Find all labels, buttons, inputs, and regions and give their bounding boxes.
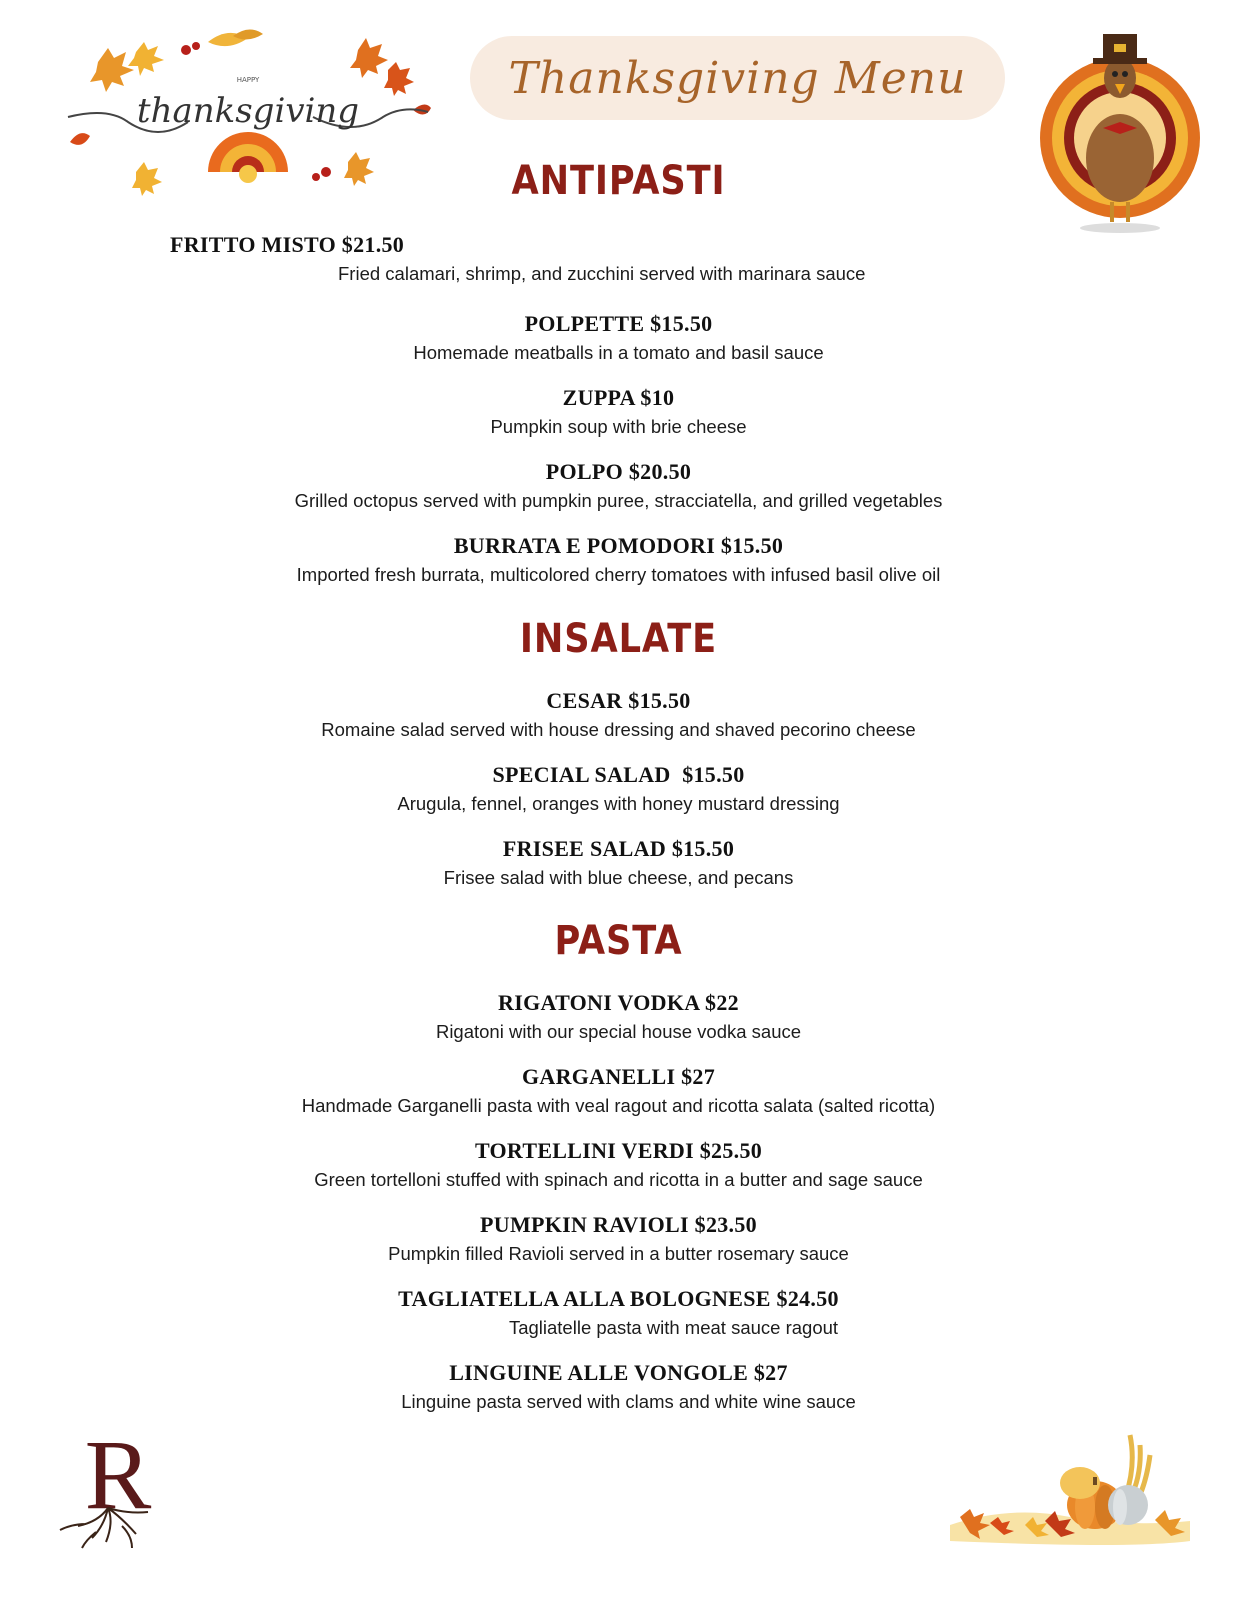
section-title-insalate: INSALATE [519, 616, 718, 662]
menu-item [0, 836, 1237, 889]
menu-item [0, 459, 1237, 512]
item-description: Green tortelloni stuffed with spinach and ricotta in a butter and sage sauce [314, 1169, 923, 1190]
item-name: SPECIAL SALAD $15.50 [492, 762, 745, 787]
menu-item [0, 533, 1237, 586]
logo-script-text: thanksgiving [136, 91, 360, 131]
menu-item [0, 311, 1237, 364]
item-name: RIGATONI VODKA $22 [498, 990, 739, 1015]
item-name: POLPO $20.50 [545, 459, 692, 484]
item-name: LINGUINE ALLE VONGOLE $27 [449, 1360, 788, 1385]
item-name: POLPETTE $15.50 [524, 311, 713, 336]
menu-item [0, 1286, 1237, 1339]
item-description: Handmade Garganelli pasta with veal ragout and ricotta salata (salted ricotta) [301, 1095, 936, 1116]
menu-item [0, 688, 1237, 741]
menu-item [0, 385, 1237, 438]
pumpkins-leaves-icon [950, 1425, 1192, 1555]
item-description: Fried calamari, shrimp, and zucchini served with marinara sauce [338, 263, 866, 284]
title-banner [470, 36, 1005, 120]
menu-item [0, 990, 1237, 1043]
item-description: Pumpkin soup with brie cheese [490, 416, 747, 437]
item-description: Rigatoni with our special house vodka sauce [435, 1021, 802, 1042]
item-description: Romaine salad served with house dressing and shaved pecorino cheese [321, 719, 916, 740]
item-name: FRITTO MISTO $21.50 [170, 232, 405, 257]
item-description: Arugula, fennel, oranges with honey mustard dressing [397, 793, 840, 814]
section-title-pasta: PASTA [554, 918, 683, 964]
item-description: Frisee salad with blue cheese, and pecans [443, 867, 794, 888]
item-name: PUMPKIN RAVIOLI $23.50 [480, 1212, 757, 1237]
item-name: BURRATA E POMODORI $15.50 [453, 533, 784, 558]
item-name: FRISEE SALAD $15.50 [502, 836, 735, 861]
page-title: Thanksgiving Menu [508, 52, 967, 104]
turkey-icon [1035, 18, 1205, 240]
item-description: Grilled octopus served with pumpkin puree, stracciatella, and grilled vegetables [294, 490, 943, 511]
menu-item [0, 1138, 1237, 1191]
item-description: Tagliatelle pasta with meat sauce ragout [508, 1317, 839, 1338]
item-name: TAGLIATELLA ALLA BOLOGNESE $24.50 [398, 1286, 839, 1311]
menu-item [0, 762, 1237, 815]
logo-happy-text: HAPPY [236, 76, 260, 84]
item-description: Linguine pasta served with clams and white wine sauce [401, 1391, 856, 1412]
menu-item [0, 1360, 1237, 1413]
item-description: Imported fresh burrata, multicolored cherry tomatoes with infused basil olive oil [296, 564, 941, 585]
monogram-letter: R [84, 1420, 152, 1530]
menu-item [0, 1212, 1237, 1265]
item-description: Pumpkin filled Ravioli served in a butter rosemary sauce [388, 1243, 849, 1264]
menu-item [0, 1064, 1237, 1117]
monogram-tree-icon [56, 1420, 186, 1550]
item-name: GARGANELLI $27 [521, 1064, 716, 1089]
menu-item [0, 232, 1237, 285]
item-description: Homemade meatballs in a tomato and basil sauce [413, 342, 824, 363]
item-name: CESAR $15.50 [546, 688, 691, 713]
section-title-antipasti: ANTIPASTI [511, 158, 726, 204]
item-name: TORTELLINI VERDI $25.50 [474, 1138, 763, 1163]
item-name: ZUPPA $10 [562, 385, 675, 410]
